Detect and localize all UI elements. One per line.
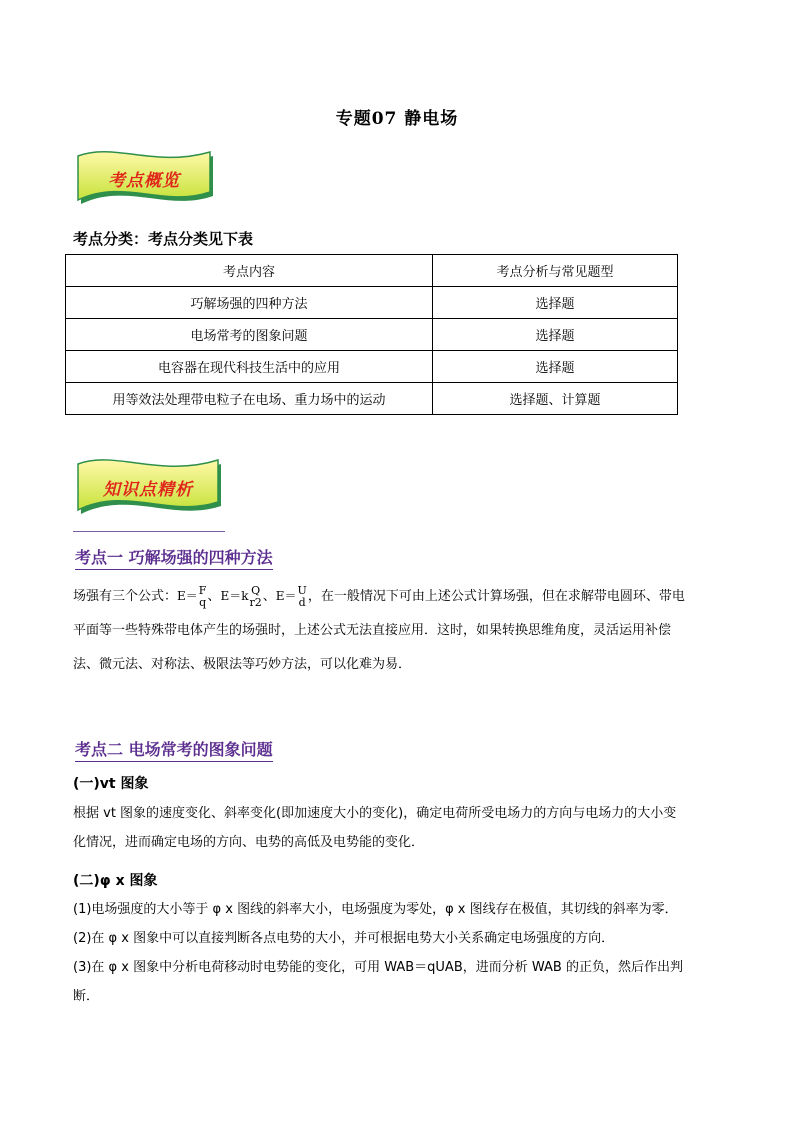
- section-1-line-3: 法、微元法、对称法、极限法等巧妙方法，可以化难为易．: [73, 657, 412, 672]
- section-1-body: [73, 582, 723, 679]
- knowledge-banner-label: 知识点精析: [103, 479, 193, 500]
- table-cell: 电场常考的图象问题: [66, 319, 433, 351]
- subsection-phi-x-body: [73, 895, 723, 1011]
- fraction-denominator: d: [298, 595, 306, 609]
- table-cell: 选择题: [433, 287, 678, 319]
- section-1-line-1-rest: ，在一般情况下可由上述公式计算场强，但在求解带电圆环、带电: [307, 589, 685, 604]
- table-row: [66, 383, 678, 415]
- table-row: [66, 287, 678, 319]
- table-row: [66, 351, 678, 383]
- fraction: [249, 585, 261, 609]
- table-cell: 巧解场强的四种方法: [66, 287, 433, 319]
- page-title: 专题07 静电场: [335, 109, 459, 129]
- fraction-denominator: q: [199, 595, 207, 609]
- section-1-title: 考点一 巧解场强的四种方法: [75, 545, 273, 570]
- formula-separator: 、: [262, 589, 276, 604]
- table-cell: 选择题: [433, 351, 678, 383]
- fraction: [298, 585, 307, 609]
- table-cell: 选择题: [433, 319, 678, 351]
- formula-lhs: E＝k: [220, 589, 249, 603]
- paragraph-line: 化情况，进而确定电场的方向、电势的高低及电势能的变化．: [73, 835, 425, 850]
- formula-intro: 场强有三个公式：: [73, 589, 178, 604]
- fraction-numerator: Q: [251, 583, 261, 597]
- table-row: [66, 319, 678, 351]
- section-1-line-2: 平面等一些特殊带电体产生的场强时，上述公式无法直接应用．这时，如果转换思维角度，灵活运用补偿: [73, 623, 672, 638]
- classification-table: [65, 254, 678, 415]
- table-header-row: [66, 255, 678, 287]
- list-item: (1)电场强度的大小等于 φ x 图线的斜率大小，电场强度为零处，φ x 图线存在极值，其切线的斜率为零．: [73, 902, 678, 917]
- subheading-vt: (一)vt 图象: [73, 776, 149, 792]
- table-header-cell: 考点分析与常见题型: [433, 255, 678, 287]
- section-1-line-1: [73, 582, 723, 611]
- fraction: [199, 585, 207, 609]
- knowledge-banner: [74, 456, 222, 518]
- subsection-vt-body: [73, 799, 723, 857]
- paragraph-line: 根据 vt 图象的速度变化、斜率变化(即加速度大小的变化)，确定电荷所受电场力的方向与电场力的大小变: [73, 806, 677, 821]
- formula-lhs: E＝: [177, 589, 198, 603]
- overview-banner: [74, 148, 214, 208]
- list-item-continued: 断．: [73, 989, 100, 1004]
- formula-lhs: E＝: [275, 589, 297, 603]
- table-header-cell: 考点内容: [66, 255, 433, 287]
- table-cell: 选择题、计算题: [433, 383, 678, 415]
- fraction-denominator: r2: [249, 595, 262, 609]
- table-cell: 用等效法处理带电粒子在电场、重力场中的运动: [66, 383, 433, 415]
- overview-banner-label: 考点概览: [108, 170, 180, 191]
- table-cell: 电容器在现代科技生活中的应用: [66, 351, 433, 383]
- list-item: (3)在 φ x 图象中分析电荷移动时电势能的变化，可用 WAB＝qUAB，进而分析 WAB 的正负，然后作出判: [73, 960, 683, 975]
- fraction-numerator: U: [297, 583, 307, 597]
- subheading-phi-x: (二)φ x 图象: [73, 873, 158, 889]
- divider: [73, 531, 225, 532]
- fraction-numerator: F: [198, 583, 207, 597]
- list-item: (2)在 φ x 图象中可以直接判断各点电势的大小，并可根据电势大小关系确定电场强度的方向．: [73, 931, 615, 946]
- formula-separator: 、: [207, 589, 221, 604]
- section-2-title: 考点二 电场常考的图象问题: [75, 737, 273, 762]
- classification-label: 考点分类：考点分类见下表: [73, 230, 254, 248]
